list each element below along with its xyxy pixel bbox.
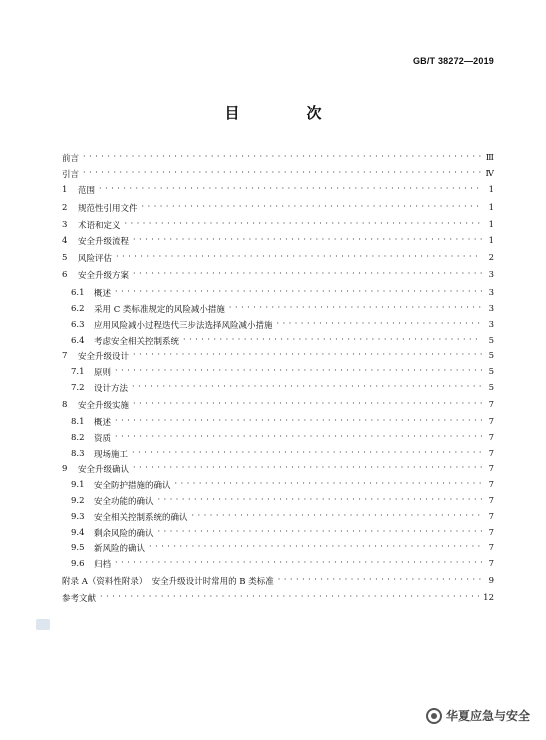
toc-entry-page: Ⅲ bbox=[485, 153, 494, 163]
dot-leader bbox=[158, 528, 482, 538]
toc-entry-page: Ⅳ bbox=[485, 169, 494, 179]
toc-entry bbox=[62, 151, 494, 165]
toc-entry bbox=[62, 526, 494, 540]
toc-entry bbox=[62, 183, 494, 197]
dot-leader bbox=[132, 383, 482, 393]
dot-leader bbox=[115, 417, 482, 427]
toc-entry-label: 引言 bbox=[62, 170, 80, 180]
toc-entry-number: 6.1 bbox=[71, 288, 85, 298]
toc-entry-page: 3 bbox=[488, 270, 494, 280]
dot-leader bbox=[278, 576, 482, 586]
toc-entry-number: 7.1 bbox=[71, 367, 85, 377]
toc-entry bbox=[62, 302, 494, 316]
dot-leader bbox=[175, 480, 482, 490]
toc-entry-number: 9.3 bbox=[71, 512, 85, 522]
toc-entry bbox=[62, 431, 494, 445]
toc-entry-page: 5 bbox=[488, 367, 494, 377]
toc-entry bbox=[62, 234, 494, 248]
toc-entry-page: 7 bbox=[488, 543, 494, 553]
toc-entry-number: 3 bbox=[62, 220, 68, 230]
toc-entry bbox=[62, 510, 494, 524]
toc-entry-page: 7 bbox=[488, 512, 494, 522]
toc-entry-label: 附录 A（资料性附录） 安全升级设计时常用的 B 类标准 bbox=[62, 577, 274, 587]
toc-entry bbox=[62, 334, 494, 348]
toc-entry-number: 4 bbox=[62, 236, 68, 246]
toc-entry-label: 术语和定义 bbox=[78, 221, 121, 231]
standard-code: GB/T 38272—2019 bbox=[412, 56, 494, 66]
dot-leader bbox=[133, 236, 482, 246]
toc-entry bbox=[62, 494, 494, 508]
toc-entry-label: 剩余风险的确认 bbox=[94, 529, 154, 539]
toc-entry-label: 风险评估 bbox=[78, 254, 113, 264]
toc-entry-number: 2 bbox=[62, 203, 68, 213]
toc-entry bbox=[62, 557, 494, 571]
toc-entry-page: 2 bbox=[488, 253, 494, 263]
toc-entry-page: 12 bbox=[483, 593, 494, 603]
toc-entry-label: 概述 bbox=[94, 418, 112, 428]
toc-entry-label: 新风险的确认 bbox=[94, 544, 146, 554]
toc-entry-number: 9.2 bbox=[71, 496, 85, 506]
toc-entry-page: 7 bbox=[488, 559, 494, 569]
dot-leader bbox=[133, 270, 482, 280]
toc-entry bbox=[62, 591, 494, 605]
toc-entry-number: 8.1 bbox=[71, 417, 85, 427]
toc-entry-number: 9.1 bbox=[71, 480, 85, 490]
toc-entry-number: 8.3 bbox=[71, 449, 85, 459]
toc-entry bbox=[62, 268, 494, 282]
dot-leader bbox=[277, 320, 482, 330]
toc-entry bbox=[62, 286, 494, 300]
watermark bbox=[426, 707, 530, 724]
dot-leader bbox=[115, 559, 482, 569]
toc-entry-label: 安全升级实施 bbox=[78, 401, 130, 411]
dot-leader bbox=[229, 304, 482, 314]
dot-leader bbox=[158, 496, 482, 506]
toc-entry-number: 9.6 bbox=[71, 559, 85, 569]
toc-entry-label: 前言 bbox=[62, 154, 80, 164]
toc-entry-number: 9.4 bbox=[71, 528, 85, 538]
toc-entry-number: 1 bbox=[62, 185, 68, 195]
toc-entry-page: 3 bbox=[488, 304, 494, 314]
toc-entry-page: 9 bbox=[488, 576, 494, 586]
dot-leader bbox=[183, 336, 482, 346]
toc-entry bbox=[62, 462, 494, 476]
toc-entry-label: 现场施工 bbox=[94, 450, 129, 460]
toc-entry bbox=[62, 381, 494, 395]
toc-entry-label: 安全功能的确认 bbox=[94, 497, 154, 507]
toc-entry-number: 6.3 bbox=[71, 320, 85, 330]
dot-leader bbox=[116, 253, 482, 263]
toc-entry-number: 6.2 bbox=[71, 304, 85, 314]
toc-entry-label: 设计方法 bbox=[94, 384, 129, 394]
wechat-logo-icon bbox=[426, 708, 442, 724]
toc-entry-page: 7 bbox=[488, 433, 494, 443]
toc-entry bbox=[62, 415, 494, 429]
toc-entry bbox=[62, 318, 494, 332]
toc-entry bbox=[62, 218, 494, 232]
toc-entry-label: 考虑安全相关控制系统 bbox=[94, 337, 180, 347]
page-title: 目 次 bbox=[224, 104, 348, 122]
toc-entry-label: 安全升级流程 bbox=[78, 237, 130, 247]
toc-entry-page: 7 bbox=[488, 480, 494, 490]
toc-entry-label: 范围 bbox=[78, 186, 96, 196]
watermark-text: 华夏应急与安全 bbox=[445, 709, 530, 723]
toc-entry-page: 1 bbox=[488, 236, 494, 246]
toc-entry-page: 7 bbox=[488, 449, 494, 459]
toc-entry-page: 1 bbox=[488, 220, 494, 230]
dot-leader bbox=[83, 169, 481, 179]
toc-entry bbox=[62, 398, 494, 412]
toc-entry-page: 3 bbox=[488, 320, 494, 330]
dot-leader bbox=[149, 543, 482, 553]
toc-entry-label: 参考文献 bbox=[62, 594, 97, 604]
toc-entry bbox=[62, 447, 494, 461]
toc-entry-number: 9 bbox=[62, 464, 68, 474]
toc-entry-page: 7 bbox=[488, 464, 494, 474]
dot-leader bbox=[192, 512, 482, 522]
toc-entry-label: 规范性引用文件 bbox=[78, 204, 138, 214]
toc-entry-number: 7.2 bbox=[71, 383, 85, 393]
dot-leader bbox=[133, 464, 482, 474]
dot-leader bbox=[99, 185, 482, 195]
toc-entry bbox=[62, 478, 494, 492]
toc-entry bbox=[62, 167, 494, 181]
dot-leader bbox=[142, 203, 482, 213]
toc-entry-number: 6 bbox=[62, 270, 68, 280]
toc-entry bbox=[62, 251, 494, 265]
toc-entry-label: 安全相关控制系统的确认 bbox=[94, 513, 188, 523]
toc-entry-label: 概述 bbox=[94, 289, 112, 299]
toc-entry-label: 安全升级设计 bbox=[78, 352, 130, 362]
dot-leader bbox=[115, 433, 482, 443]
toc-entry-page: 1 bbox=[488, 203, 494, 213]
toc-entry-page: 5 bbox=[488, 336, 494, 346]
toc-entry-number: 8 bbox=[62, 400, 68, 410]
toc-entry-page: 5 bbox=[488, 383, 494, 393]
toc-entry-number: 7 bbox=[62, 351, 68, 361]
toc-entry-number: 5 bbox=[62, 253, 68, 263]
toc-entry bbox=[62, 349, 494, 363]
dot-leader bbox=[100, 593, 479, 603]
dot-leader bbox=[132, 449, 482, 459]
dot-leader bbox=[125, 220, 482, 230]
toc-entry-number: 9.5 bbox=[71, 543, 85, 553]
toc-entry-number: 8.2 bbox=[71, 433, 85, 443]
toc-entry-number: 6.4 bbox=[71, 336, 85, 346]
toc-entry bbox=[62, 574, 494, 588]
dot-leader bbox=[115, 288, 482, 298]
scan-mark-icon bbox=[36, 619, 50, 630]
toc-entry-label: 资质 bbox=[94, 434, 112, 444]
toc-entry-label: 安全防护措施的确认 bbox=[94, 481, 171, 491]
dot-leader bbox=[115, 367, 482, 377]
toc-entry-label: 安全升级方案 bbox=[78, 271, 130, 281]
toc-entry-page: 7 bbox=[488, 528, 494, 538]
toc-entry-page: 7 bbox=[488, 417, 494, 427]
toc-entry-page: 1 bbox=[488, 185, 494, 195]
toc-entry-page: 7 bbox=[488, 400, 494, 410]
toc-entry bbox=[62, 201, 494, 215]
toc-entry-page: 3 bbox=[488, 288, 494, 298]
toc-entry-page: 5 bbox=[488, 351, 494, 361]
toc-entry bbox=[62, 365, 494, 379]
toc-entry-label: 归档 bbox=[94, 560, 112, 570]
toc-entry-label: 原则 bbox=[94, 368, 112, 378]
toc-entry-page: 7 bbox=[488, 496, 494, 506]
dot-leader bbox=[83, 153, 482, 163]
dot-leader bbox=[133, 400, 482, 410]
toc-entry-label: 采用 C 类标准规定的风险减小措施 bbox=[94, 305, 225, 315]
toc-entry-label: 应用风险减小过程迭代三步法选择风险减小措施 bbox=[94, 321, 273, 331]
toc-entry-label: 安全升级确认 bbox=[78, 465, 130, 475]
toc-entry bbox=[62, 541, 494, 555]
dot-leader bbox=[133, 351, 482, 361]
